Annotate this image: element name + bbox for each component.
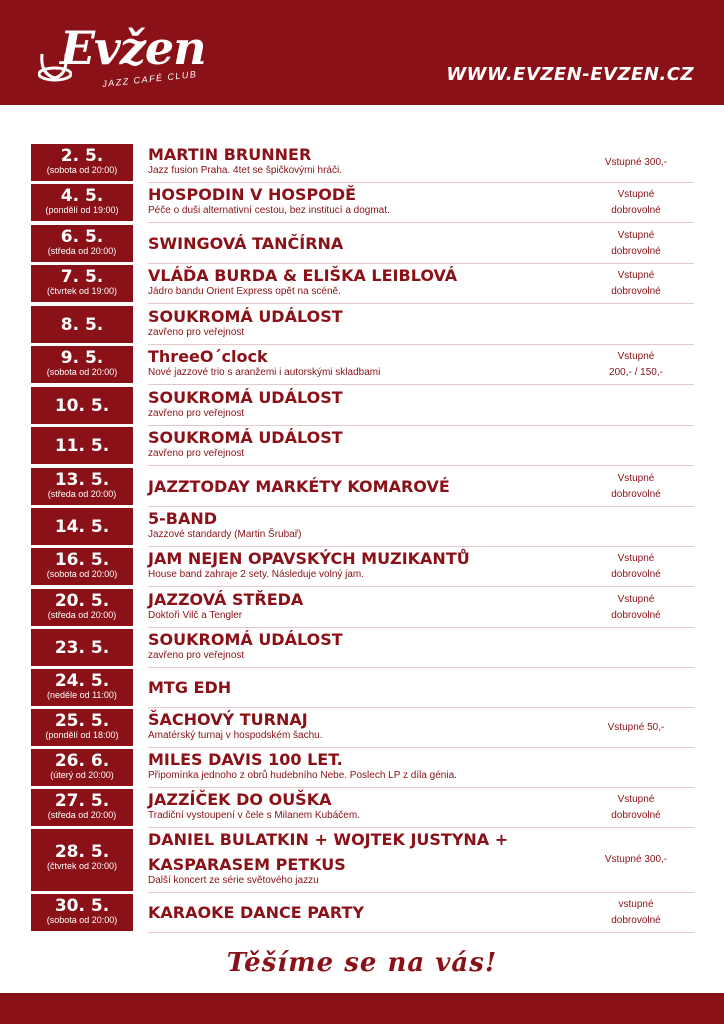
event-description: Péče o duši alternativní cestou, bez institucí a dogmat. [148, 205, 390, 216]
row-divider [148, 667, 694, 668]
logo-wordmark: Evžen [60, 21, 206, 75]
admission-line: Vstupné [617, 270, 655, 281]
event-title: JAZZOVÁ STŘEDA [148, 590, 304, 609]
date-badge [31, 669, 133, 706]
event-time: (středa od 20:00) [47, 489, 117, 499]
event-admission [586, 155, 686, 171]
event-date: 25. 5. [54, 711, 110, 731]
event-title: MILES DAVIS 100 LET. [148, 750, 343, 769]
event-row [31, 225, 694, 262]
event-row [31, 548, 694, 585]
event-admission [586, 268, 686, 300]
event-date: 23. 5. [54, 638, 110, 658]
event-title: SWINGOVÁ TANČÍRNA [148, 234, 344, 253]
event-date: 11. 5. [54, 436, 110, 456]
event-admission [586, 187, 686, 219]
event-admission [586, 592, 686, 624]
event-info [148, 508, 588, 541]
logo-subtitle: JAZZ CAFÉ CLUB [101, 69, 198, 89]
event-row [31, 387, 694, 424]
event-info [148, 306, 588, 339]
event-title-line2: KASPARASEM PETKUS [148, 855, 346, 874]
event-date: 6. 5. [60, 227, 104, 247]
event-row [31, 265, 694, 302]
date-badge [31, 144, 133, 181]
event-description: zavřeno pro veřejnost [148, 408, 245, 419]
event-title: JAZZÍČEK DO OUŠKA [148, 790, 332, 809]
event-title: SOUKROMÁ UDÁLOST [148, 630, 343, 649]
event-row [31, 508, 694, 545]
row-divider [148, 747, 694, 748]
club-logo[interactable] [38, 22, 208, 92]
admission-line: Vstupné 300,- [604, 157, 668, 168]
admission-line: Vstupné [617, 473, 655, 484]
event-admission [586, 551, 686, 583]
event-info [148, 902, 588, 923]
event-date: 26. 6. [54, 751, 110, 771]
row-divider [148, 932, 694, 933]
date-badge [31, 265, 133, 302]
date-badge [31, 894, 133, 931]
event-time: (středa od 20:00) [47, 610, 117, 620]
event-description: zavřeno pro veřejnost [148, 448, 245, 459]
admission-line: Vstupné [617, 189, 655, 200]
row-divider [148, 465, 694, 466]
event-description: Jazzové standardy (Martin Šrubař) [148, 529, 302, 540]
event-title: SOUKROMÁ UDÁLOST [148, 428, 343, 447]
event-title: 5-BAND [148, 509, 218, 528]
row-divider [148, 627, 694, 628]
event-date: 13. 5. [54, 470, 110, 490]
row-divider [148, 892, 694, 893]
event-time: (sobota od 20:00) [46, 367, 118, 377]
event-row [31, 427, 694, 464]
admission-line: dobrovolné [611, 610, 661, 621]
event-description: Připomínka jednoho z obrů hudebního Nebe. Poslech LP z díla génia. [148, 770, 457, 781]
event-description: Doktoři Vilč a Tengler [148, 610, 243, 621]
event-time: (středa od 20:00) [47, 246, 117, 256]
date-badge [31, 589, 133, 626]
row-divider [148, 182, 694, 183]
date-badge [31, 306, 133, 343]
event-description: Tradiční vystoupení v čele s Milanem Kubáčem. [148, 810, 360, 821]
event-title: ŠACHOVÝ TURNAJ [148, 710, 308, 729]
admission-line: dobrovolné [611, 810, 661, 821]
event-info [148, 427, 588, 460]
event-time: (sobota od 20:00) [46, 915, 118, 925]
event-time: (neděle od 11:00) [47, 690, 117, 700]
event-row [31, 829, 694, 891]
event-date: 24. 5. [54, 671, 110, 691]
row-divider [148, 384, 694, 385]
event-title: MTG EDH [148, 678, 232, 697]
event-info [148, 749, 588, 782]
event-title: HOSPODIN V HOSPODĚ [148, 185, 357, 204]
admission-line: dobrovolné [611, 286, 661, 297]
event-title: MARTIN BRUNNER [148, 145, 312, 164]
event-info [148, 476, 588, 497]
admission-line: vstupné [618, 899, 654, 910]
event-info [148, 677, 588, 698]
event-date: 27. 5. [54, 791, 110, 811]
date-badge [31, 468, 133, 505]
admission-line: dobrovolné [611, 489, 661, 500]
event-time: (úterý od 20:00) [50, 770, 114, 780]
event-date: 16. 5. [54, 550, 110, 570]
row-divider [148, 425, 694, 426]
event-title: SOUKROMÁ UDÁLOST [148, 388, 343, 407]
event-date: 7. 5. [60, 267, 104, 287]
event-row [31, 306, 694, 343]
date-badge [31, 829, 133, 891]
event-row [31, 346, 694, 383]
admission-line: dobrovolné [611, 915, 661, 926]
event-row [31, 789, 694, 826]
event-info [148, 709, 588, 742]
row-divider [148, 344, 694, 345]
date-badge [31, 427, 133, 464]
event-title: DANIEL BULATKIN + WOJTEK JUSTYNA + [148, 830, 509, 849]
event-description: Jádro bandu Orient Express opět na scéně. [148, 286, 341, 297]
event-row [31, 589, 694, 626]
event-title: VLÁĎA BURDA & ELIŠKA LEIBLOVÁ [148, 266, 458, 285]
date-badge [31, 387, 133, 424]
event-time: (středa od 20:00) [47, 810, 117, 820]
event-date: 10. 5. [54, 396, 110, 416]
footer-bar [0, 993, 724, 1024]
event-title: JAZZTODAY MARKÉTY KOMAROVÉ [148, 477, 450, 496]
event-description: House band zahraje 2 sety. Následuje volný jam. [148, 569, 365, 580]
event-info [148, 789, 588, 822]
date-badge [31, 346, 133, 383]
admission-line: Vstupné [617, 794, 655, 805]
event-date: 28. 5. [54, 842, 110, 862]
event-admission [586, 792, 686, 824]
date-badge [31, 749, 133, 786]
event-info [148, 629, 588, 662]
event-admission [586, 897, 686, 929]
event-description: Amatérský turnaj v hospodském šachu. [148, 730, 323, 741]
event-row [31, 144, 694, 181]
event-date: 30. 5. [54, 896, 110, 916]
row-divider [148, 303, 694, 304]
event-row [31, 749, 694, 786]
event-row [31, 894, 694, 931]
admission-line: dobrovolné [611, 205, 661, 216]
admission-line: Vstupné [617, 230, 655, 241]
event-row [31, 468, 694, 505]
event-title: JAM NEJEN OPAVSKÝCH MUZIKANTŮ [148, 549, 470, 568]
event-description: Jazz fusion Praha. 4tet se špičkovými hráči. [148, 165, 342, 176]
event-info [148, 346, 588, 379]
event-admission [586, 852, 686, 868]
admission-line: dobrovolné [611, 569, 661, 580]
event-row [31, 629, 694, 666]
date-badge [31, 629, 133, 666]
event-info [148, 548, 588, 581]
event-admission [586, 228, 686, 260]
event-description: zavřeno pro veřejnost [148, 327, 245, 338]
date-badge [31, 508, 133, 545]
event-title: ThreeO´clock [148, 347, 268, 366]
event-description: zavřeno pro veřejnost [148, 650, 245, 661]
event-info [148, 233, 588, 254]
admission-line: 200,- / 150,- [609, 367, 663, 378]
event-row [31, 669, 694, 706]
row-divider [148, 707, 694, 708]
admission-line: Vstupné [617, 351, 655, 362]
row-divider [148, 586, 694, 587]
event-info [148, 589, 588, 622]
event-info [148, 265, 588, 298]
header-bar [0, 0, 724, 105]
event-description: Další koncert ze série světového jazzu [148, 875, 319, 886]
event-date: 9. 5. [60, 348, 104, 368]
event-info [148, 184, 588, 217]
event-time: (čtvrtek od 20:00) [46, 861, 118, 871]
admission-line: Vstupné 50,- [607, 722, 665, 733]
event-description: Nové jazzové trio s aranžemi i autorskými skladbami [148, 367, 381, 378]
row-divider [148, 222, 694, 223]
event-time: (pondělí od 19:00) [45, 205, 119, 215]
row-divider [148, 827, 694, 828]
row-divider [148, 263, 694, 264]
date-badge [31, 709, 133, 746]
event-title: KARAOKE DANCE PARTY [148, 903, 365, 922]
event-row [31, 709, 694, 746]
date-badge [31, 184, 133, 221]
event-info [148, 829, 588, 887]
event-date: 14. 5. [54, 517, 110, 537]
event-info [148, 144, 588, 177]
event-time: (pondělí od 18:00) [45, 730, 119, 740]
closing-message: Těšíme se na vás! [226, 948, 498, 978]
event-time: (čtvrtek od 19:00) [46, 286, 118, 296]
event-row [31, 184, 694, 221]
event-date: 2. 5. [60, 146, 104, 166]
row-divider [148, 787, 694, 788]
row-divider [148, 546, 694, 547]
event-admission [586, 471, 686, 503]
admission-line: Vstupné [617, 594, 655, 605]
admission-line: dobrovolné [611, 246, 661, 257]
event-time: (sobota od 20:00) [46, 569, 118, 579]
event-title: SOUKROMÁ UDÁLOST [148, 307, 343, 326]
admission-line: Vstupné [617, 553, 655, 564]
event-date: 8. 5. [60, 315, 104, 335]
event-info [148, 387, 588, 420]
date-badge [31, 548, 133, 585]
event-date: 20. 5. [54, 591, 110, 611]
event-date: 4. 5. [60, 186, 104, 206]
admission-line: Vstupné 300,- [604, 854, 668, 865]
date-badge [31, 789, 133, 826]
website-link[interactable]: WWW.EVZEN-EVZEN.CZ [446, 64, 694, 85]
event-time: (sobota od 20:00) [46, 165, 118, 175]
date-badge [31, 225, 133, 262]
event-admission [586, 349, 686, 381]
event-admission [586, 720, 686, 736]
row-divider [148, 506, 694, 507]
